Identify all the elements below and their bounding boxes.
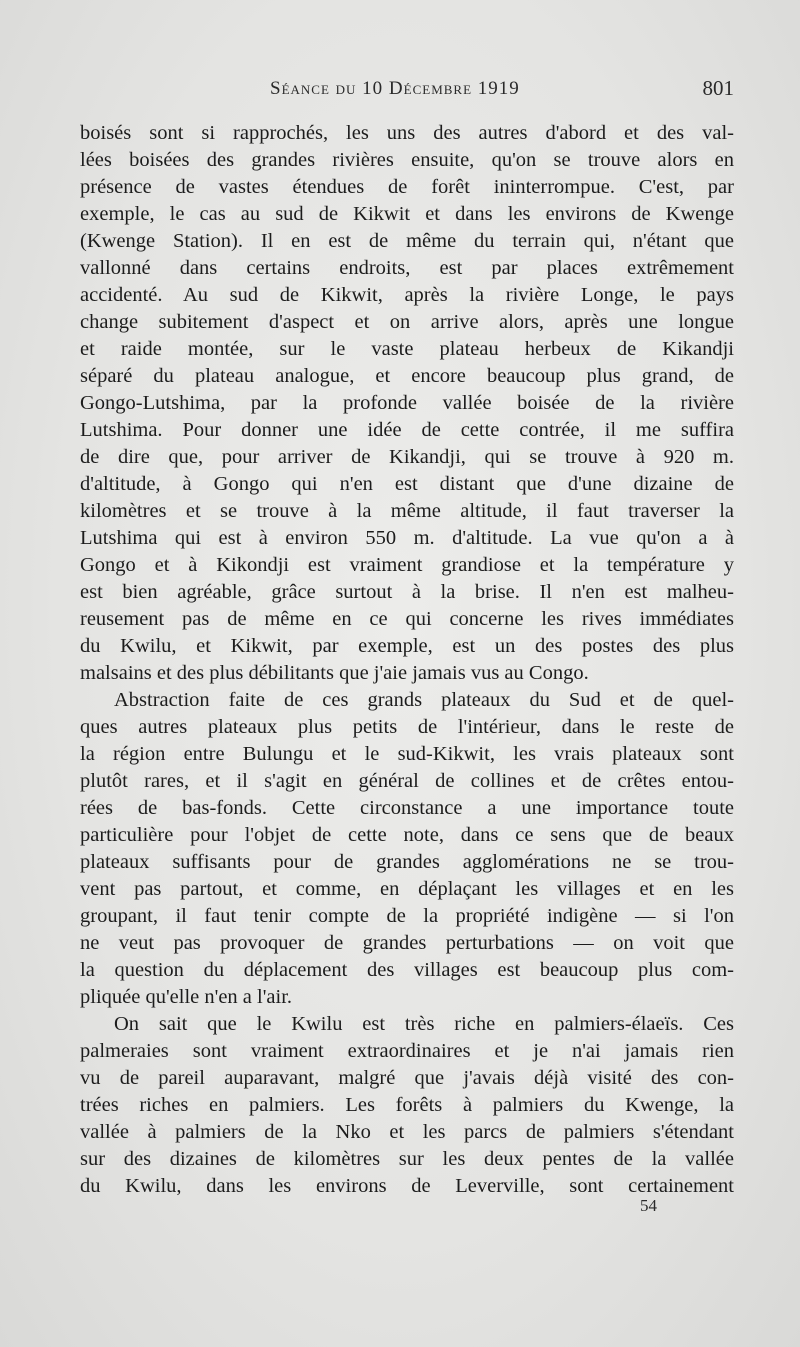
paragraph (80, 687, 734, 1011)
paragraph (80, 120, 734, 687)
text-line: ne veut pas provoquer de grandes perturbations — on voit que (80, 932, 734, 954)
text-line: boisés sont si rapprochés, les uns des autres d'abord et des val- (80, 122, 734, 144)
text-line: lées boisées des grandes rivières ensuite, qu'on se trouve alors en (80, 149, 734, 171)
text-line: On sait que le Kwilu est très riche en palmiers-élaeïs. Ces (114, 1013, 734, 1035)
text-line: reusement pas de même en ce qui concerne les rives immédiates (80, 608, 734, 630)
text-line: change subitement d'aspect et on arrive alors, après une longue (80, 311, 734, 333)
text-line: ques autres plateaux plus petits de l'intérieur, dans le reste de (80, 716, 734, 738)
text-line: rées de bas-fonds. Cette circonstance a une importance toute (80, 797, 734, 819)
text-line: et raide montée, sur le vaste plateau herbeux de Kikandji (80, 338, 734, 360)
text-line: du Kwilu, dans les environs de Leverville, sont certainement (80, 1175, 734, 1197)
text-line: séparé du plateau analogue, et encore beaucoup plus grand, de (80, 365, 734, 387)
body-text (80, 120, 734, 1200)
text-line: vallée à palmiers de la Nko et les parcs de palmiers s'étendant (80, 1121, 734, 1143)
text-line: Abstraction faite de ces grands plateaux du Sud et de quel- (114, 689, 734, 711)
text-line: palmeraies sont vraiment extraordinaires et je n'ai jamais rien (80, 1040, 734, 1062)
text-line: vu de pareil auparavant, malgré que j'avais déjà visité des con- (80, 1067, 734, 1089)
text-line: kilomètres et se trouve à la même altitude, il faut traverser la (80, 500, 734, 522)
text-line: (Kwenge Station). Il en est de même du terrain qui, n'étant que (80, 230, 734, 252)
text-line: Gongo et à Kikondji est vraiment grandiose et la température y (80, 554, 734, 576)
text-line: particulière pour l'objet de cette note, dans ce sens que de beaux (80, 824, 734, 846)
signature-mark: 54 (640, 1196, 657, 1215)
text-line: vent pas partout, et comme, en déplaçant les villages et en les (80, 878, 734, 900)
text-line: présence de vastes étendues de forêt ininterrompue. C'est, par (80, 176, 734, 198)
text-line: est bien agréable, grâce surtout à la brise. Il n'en est malheu- (80, 581, 734, 603)
text-line: la région entre Bulungu et le sud-Kikwit, les vrais plateaux sont (80, 743, 734, 765)
text-line: du Kwilu, et Kikwit, par exemple, est un des postes des plus (80, 635, 734, 657)
text-line: de dire que, pour arriver de Kikandji, qui se trouve à 920 m. (80, 446, 734, 468)
text-line: vallonné dans certains endroits, est par places extrêmement (80, 257, 734, 279)
page-header (80, 74, 734, 104)
text-line: plateaux suffisants pour de grandes agglomérations ne se trou- (80, 851, 734, 873)
page-number: 801 (702, 76, 734, 100)
text-line: la question du déplacement des villages est beaucoup plus com- (80, 959, 734, 981)
text-line: exemple, le cas au sud de Kikwit et dans les environs de Kwenge (80, 203, 734, 225)
text-line: sur des dizaines de kilomètres sur les deux pentes de la vallée (80, 1148, 734, 1170)
running-head: Séance du 10 Décembre 1919 (270, 78, 520, 99)
text-line: plutôt rares, et il s'agit en général de collines et de crêtes entou- (80, 770, 734, 792)
text-line: accidenté. Au sud de Kikwit, après la rivière Longe, le pays (80, 284, 734, 306)
text-line: groupant, il faut tenir compte de la propriété indigène — si l'on (80, 905, 734, 927)
text-line: Lutshima. Pour donner une idée de cette contrée, il me suffira (80, 419, 734, 441)
text-line: Lutshima qui est à environ 550 m. d'altitude. La vue qu'on a à (80, 527, 734, 549)
text-line: pliquée qu'elle n'en a l'air. (80, 986, 293, 1008)
paragraph (80, 1011, 734, 1200)
text-line: malsains et des plus débilitants que j'aie jamais vus au Congo. (80, 662, 589, 684)
text-line: Gongo-Lutshima, par la profonde vallée boisée de la rivière (80, 392, 734, 414)
text-line: d'altitude, à Gongo qui n'en est distant que d'une dizaine de (80, 473, 734, 495)
text-line: trées riches en palmiers. Les forêts à palmiers du Kwenge, la (80, 1094, 734, 1116)
